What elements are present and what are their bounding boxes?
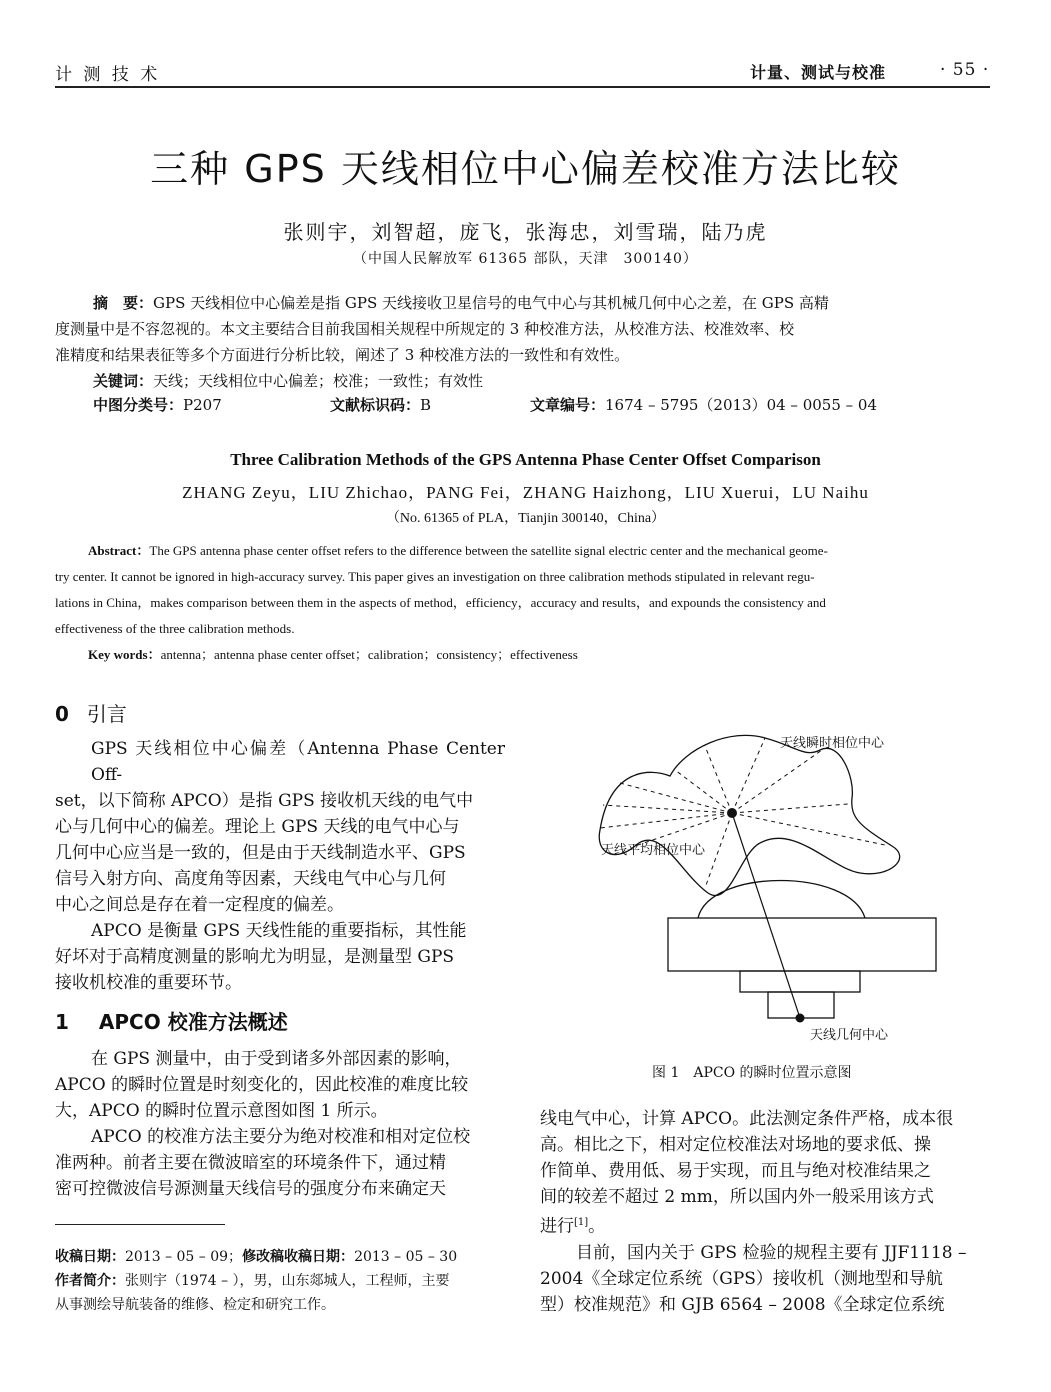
- figure-1-diagram: [590, 728, 950, 1048]
- abstract-en-line: try center. It cannot be ignored in high-accuracy survey. This paper gives an investigation on three calibration methods stipulated in relevant regu-: [55, 569, 815, 584]
- geometric-center-dot: [796, 1014, 805, 1023]
- section-0-heading: [55, 698, 127, 727]
- abstract-en-line: lations in China，makes comparison between them in the aspects of method，efficiency，accuracy and results，and expounds the consistency and: [55, 595, 826, 610]
- phase-pattern-outline: [599, 735, 899, 895]
- footnote-rule: [55, 1224, 225, 1225]
- abstract-en-label: Abstract：: [88, 543, 150, 558]
- body-line: 2004《全球定位系统（GPS）接收机（测地型和导航: [540, 1268, 943, 1289]
- doc-code: [330, 394, 431, 415]
- clc-label: 中图分类号：: [93, 396, 184, 414]
- revised-date: 2013 – 05 – 30: [354, 1249, 458, 1265]
- body-text: 。: [588, 1216, 606, 1237]
- mean-phase-center-dot: [727, 808, 737, 818]
- keywords-en-label: Key words：: [88, 647, 161, 662]
- section-0-body: [55, 736, 505, 996]
- body-line: 接收机校准的重要环节。: [55, 973, 242, 993]
- body-line: 间的较差不超过 2 mm，所以国内外一般采用该方式: [540, 1187, 934, 1207]
- body-line: 好坏对于高精度测量的影响尤为明显，是测量型 GPS: [55, 947, 455, 967]
- body-line: APCO 的瞬时位置是时刻变化的，因此校准的难度比较: [55, 1075, 469, 1095]
- section-1-body: [55, 1046, 505, 1202]
- body-line: 高。相比之下，相对定位校准法对场地的要求低、操: [540, 1135, 931, 1155]
- body-line: 作简单、费用低、易于实现，而且与绝对校准结果之: [540, 1161, 931, 1181]
- abstract-cn-line: 度测量中是不容忽视的。本文主要结合目前我国相关规程中所规定的 3 种校准方法，从校准方法、校准效率、校: [55, 320, 795, 338]
- right-column-body: [540, 1106, 990, 1318]
- doc-value: B: [420, 396, 432, 414]
- reference-marker[interactable]: [1]: [574, 1217, 589, 1228]
- body-line: set，以下简称 APCO）是指 GPS 接收机天线的电气中: [55, 791, 474, 811]
- body-line: 准两种。前者主要在微波暗室的环境条件下，通过精: [55, 1153, 446, 1173]
- abstract-cn-label: 摘 要：: [93, 294, 154, 312]
- author-bio-label: 作者简介：: [55, 1273, 125, 1289]
- keywords-en: antenna；antenna phase center offset；calibration；consistency；effectiveness: [160, 647, 578, 662]
- abstract-en-line: effectiveness of the three calibration methods.: [55, 621, 295, 636]
- art-value: 1674 – 5795（2013）04 – 0055 – 04: [605, 396, 877, 414]
- abstract-cn: [55, 290, 990, 394]
- affiliation: （中国人民解放军 61365 部队，天津 300140）: [353, 251, 698, 267]
- keywords-cn-label: 关键词：: [93, 372, 154, 390]
- authors: 张则宇，刘智超，庞飞，张海忠，刘雪瑞，陆乃虎: [283, 220, 768, 244]
- offset-line: [732, 813, 800, 1018]
- body-line: 目前，国内关于 GPS 检验的规程主要有 JJF1118 –: [576, 1242, 967, 1263]
- clc-number: [93, 394, 222, 415]
- body-line: 型）校准规范》和 GJB 6564 – 2008《全球定位系统: [540, 1294, 945, 1315]
- body-line: APCO 是衡量 GPS 天线性能的重要指标，其性能: [91, 921, 467, 941]
- body-line: 信号入射方向、高度角等因素，天线电气中心与几何: [55, 869, 446, 889]
- journal-name: 计 测 技 术: [55, 65, 161, 85]
- radiation-rays: [600, 738, 885, 888]
- doc-label: 文献标识码：: [330, 396, 421, 414]
- figure-1-caption: 图 1 APCO 的瞬时位置示意图: [652, 1065, 852, 1081]
- author-bio: 从事测绘导航装备的维修、检定和研究工作。: [55, 1297, 335, 1313]
- antenna-base: [740, 971, 860, 992]
- label-mean-phase-center: 天线平均相位中心: [601, 843, 706, 858]
- author-bio: 张则宇（1974 – ），男，山东郯城人，工程师，主要: [125, 1273, 450, 1289]
- received-date: 2013 – 05 – 09；: [125, 1249, 243, 1265]
- body-text: 进行: [540, 1216, 574, 1237]
- paper-title: 三种 GPS 天线相位中心偏差校准方法比较: [150, 147, 901, 191]
- section-1-number: 1: [55, 1010, 69, 1034]
- footnote: [55, 1245, 505, 1317]
- body-line: 心与几何中心的偏差。理论上 GPS 天线的电气中心与: [55, 817, 460, 837]
- body-line: 几何中心应当是一致的，但是由于天线制造水平、GPS: [55, 843, 466, 863]
- revised-label: 修改稿收稿日期：: [242, 1249, 355, 1265]
- body-line: 在 GPS 测量中，由于受到诸多外部因素的影响，: [91, 1049, 462, 1069]
- abstract-cn-line: 准精度和结果表征等多个方面进行分析比较，阐述了 3 种校准方法的一致性和有效性。: [55, 346, 630, 364]
- body-line: 大，APCO 的瞬时位置示意图如图 1 所示。: [55, 1101, 388, 1121]
- body-line: APCO 的校准方法主要分为绝对校准和相对定位校: [91, 1127, 471, 1147]
- clc-value: P207: [183, 396, 222, 414]
- abstract-cn-line: GPS 天线相位中心偏差是指 GPS 天线接收卫星信号的电气中心与其机械几何中心之差，在 GPS 高精: [153, 294, 829, 312]
- received-label: 收稿日期：: [55, 1249, 125, 1265]
- body-line: [540, 1210, 990, 1240]
- label-instant-phase-center: 天线瞬时相位中心: [780, 736, 885, 751]
- english-authors: ZHANG Zeyu，LIU Zhichao，PANG Fei，ZHANG Haizhong，LIU Xuerui，LU Naihu: [182, 483, 869, 502]
- page-number: · 55 ·: [940, 60, 990, 80]
- antenna-radome: [698, 881, 865, 919]
- section-1-title: APCO 校准方法概述: [98, 1010, 288, 1034]
- body-line: 线电气中心，计算 APCO。此法测定条件严格，成本很: [540, 1109, 954, 1129]
- article-number: [530, 394, 877, 415]
- section-0-number: 0: [55, 702, 69, 726]
- abstract-en-line: The GPS antenna phase center offset refers to the difference between the satellite signal electric center and the mechanical geome-: [149, 543, 828, 558]
- header-rule: [55, 86, 990, 88]
- label-geometric-center: 天线几何中心: [810, 1028, 889, 1043]
- art-label: 文章编号：: [530, 396, 606, 414]
- body-line: 密可控微波信号源测量天线信号的强度分布来确定天: [55, 1179, 446, 1199]
- english-title: Three Calibration Methods of the GPS Antenna Phase Center Offset Comparison: [230, 450, 821, 469]
- section-0-title: 引言: [86, 702, 127, 726]
- keywords-cn: 天线；天线相位中心偏差；校准；一致性；有效性: [153, 372, 484, 390]
- body-line: 中心之间总是存在着一定程度的偏差。: [55, 895, 344, 915]
- body-line: GPS 天线相位中心偏差（Antenna Phase Center Off-: [91, 739, 505, 785]
- antenna-body: [668, 918, 936, 971]
- section-1-heading: [55, 1006, 288, 1035]
- abstract-en: [55, 538, 990, 668]
- section-name: 计量、测试与校准: [750, 63, 887, 82]
- english-affiliation: （No. 61365 of PLA，Tianjin 300140，China）: [385, 511, 666, 526]
